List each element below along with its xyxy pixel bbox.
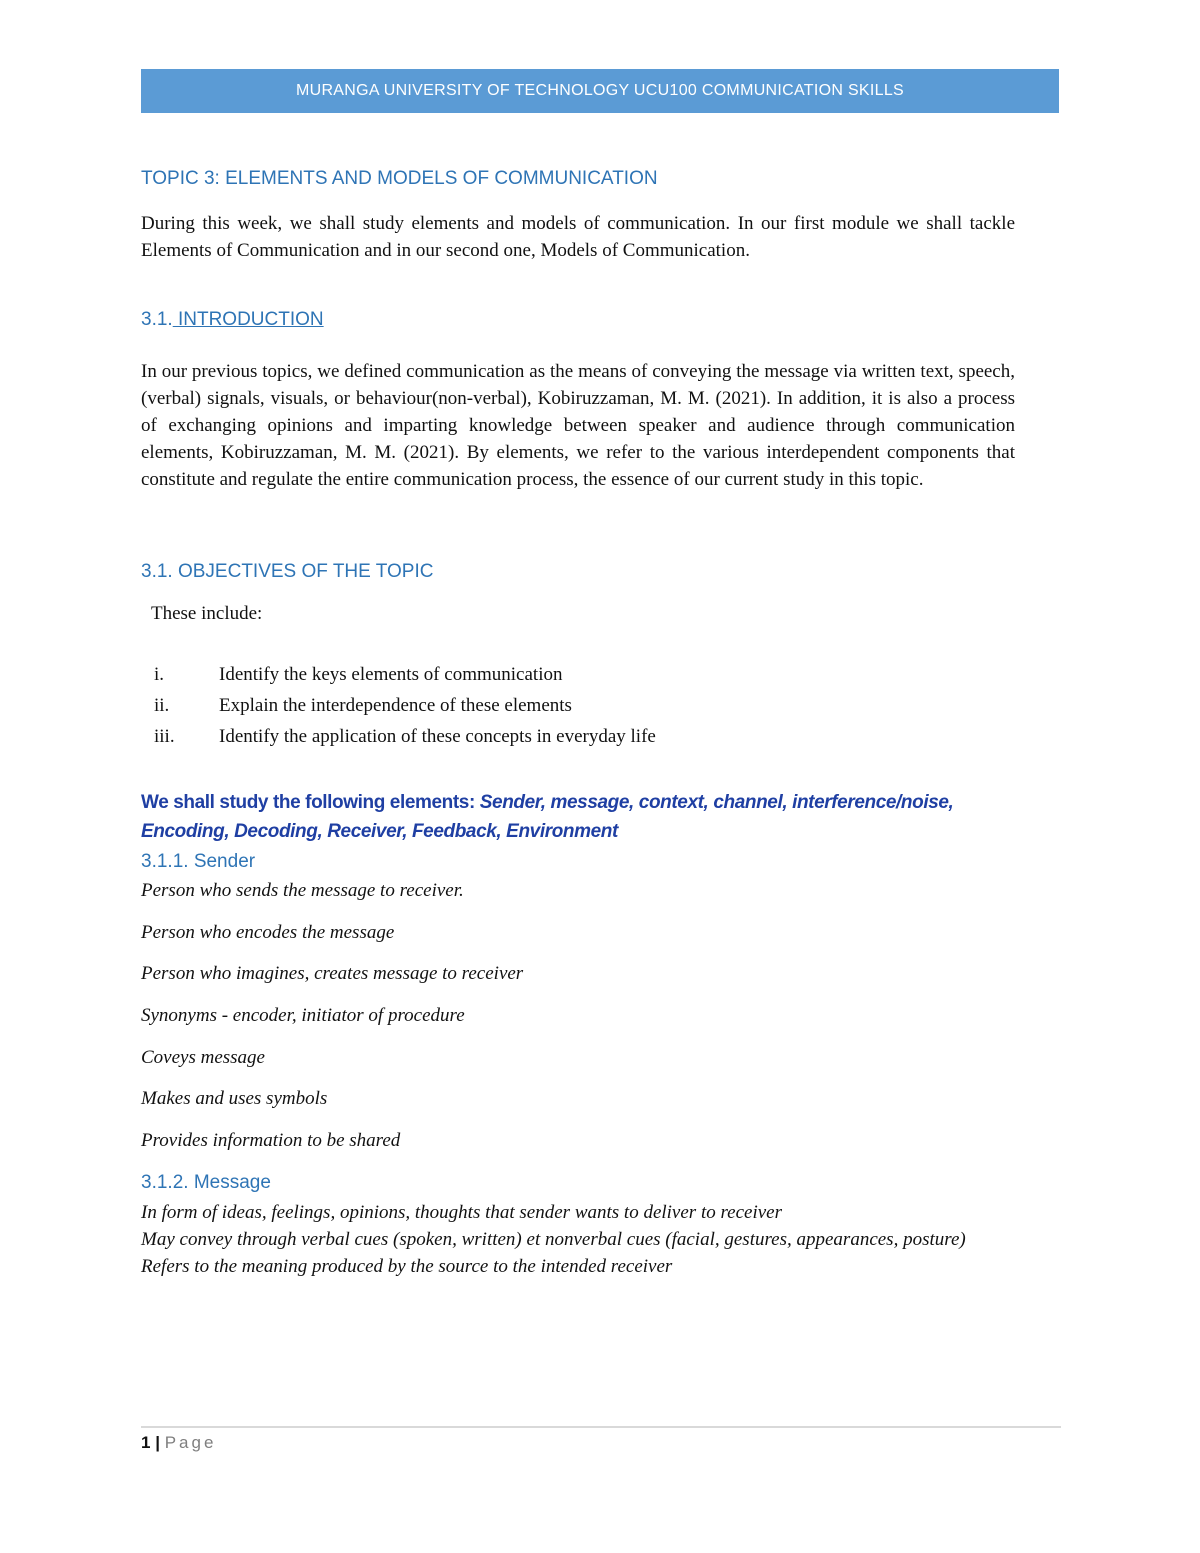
study-elements-line-2 bbox=[141, 817, 1059, 846]
list-item-number: i. bbox=[154, 664, 165, 685]
page-footer bbox=[141, 1433, 216, 1453]
study-elements-1: Sender, message, context, channel, interference/noise, bbox=[479, 792, 954, 813]
footer-divider bbox=[141, 1426, 1061, 1428]
objectives-list bbox=[141, 664, 1015, 757]
introduction-number: 3.1. bbox=[141, 309, 173, 330]
study-elements-line-1 bbox=[141, 788, 1059, 817]
topic-title: TOPIC 3: ELEMENTS AND MODELS OF COMMUNICATION bbox=[141, 168, 658, 189]
list-item-text: Identify the application of these concepts in everyday life bbox=[219, 726, 656, 747]
list-item-number: iii. bbox=[154, 726, 175, 747]
sender-item: Synonyms - encoder, initiator of procedure bbox=[141, 1005, 465, 1026]
introduction-body: In our previous topics, we defined communication as the means of conveying the message via written text, speech, (verbal) signals, visuals, or behaviour(non-verbal), Kobiruzzaman, M. M. (2021). In addition, it is also a process of exchanging opinions and imparting knowledge between speaker and audience through communication elements, Kobiruzzaman, M. M. (2021). By elements, we refer to the various interdependent components that constitute and regulate the entire communication process, the essence of our current study in this topic. bbox=[141, 361, 1015, 490]
message-heading: 3.1.2. Message bbox=[141, 1172, 271, 1193]
message-line: In form of ideas, feelings, opinions, thoughts that sender wants to deliver to receiver bbox=[141, 1202, 782, 1223]
message-line: Refers to the meaning produced by the source to the intended receiver bbox=[141, 1256, 673, 1277]
page-number: 1 bbox=[141, 1433, 151, 1452]
sender-item: Person who encodes the message bbox=[141, 922, 395, 943]
list-item-text: Explain the interdependence of these elements bbox=[219, 695, 572, 716]
list-item-text: Identify the keys elements of communication bbox=[219, 664, 563, 685]
message-body bbox=[141, 1199, 1015, 1280]
list-item bbox=[141, 664, 1015, 695]
sender-item: Provides information to be shared bbox=[141, 1130, 401, 1151]
list-item bbox=[141, 695, 1015, 726]
introduction-heading bbox=[141, 309, 324, 331]
objectives-lead: These include: bbox=[151, 603, 263, 624]
sender-item: Person who sends the message to receiver. bbox=[141, 880, 464, 901]
sender-item: Makes and uses symbols bbox=[141, 1088, 328, 1109]
message-line: May convey through verbal cues (spoken, written) et nonverbal cues (facial, gestures, appearances, posture) bbox=[141, 1229, 966, 1250]
study-lead: We shall study the following elements: bbox=[141, 792, 480, 813]
topic-intro: During this week, we shall study elements and models of communication. In our first module we shall tackle Elements of Communication and in our second one, Models of Communication. bbox=[141, 213, 1015, 261]
introduction-title: INTRODUCTION bbox=[172, 309, 324, 330]
page-label: Page bbox=[164, 1433, 217, 1452]
sender-item: Coveys message bbox=[141, 1047, 265, 1068]
header-title: MURANGA UNIVERSITY OF TECHNOLOGY UCU100 COMMUNICATION SKILLS bbox=[295, 82, 905, 99]
sender-heading: 3.1.1. Sender bbox=[141, 851, 256, 872]
objectives-heading: 3.1. OBJECTIVES OF THE TOPIC bbox=[141, 561, 434, 582]
footer-separator: | bbox=[155, 1433, 160, 1452]
list-item bbox=[141, 726, 1015, 757]
sender-item: Person who imagines, creates message to receiver bbox=[141, 963, 524, 984]
study-elements-2: Encoding, Decoding, Receiver, Feedback, Environment bbox=[141, 821, 618, 842]
list-item-number: ii. bbox=[154, 695, 170, 716]
page-header bbox=[141, 69, 1059, 113]
